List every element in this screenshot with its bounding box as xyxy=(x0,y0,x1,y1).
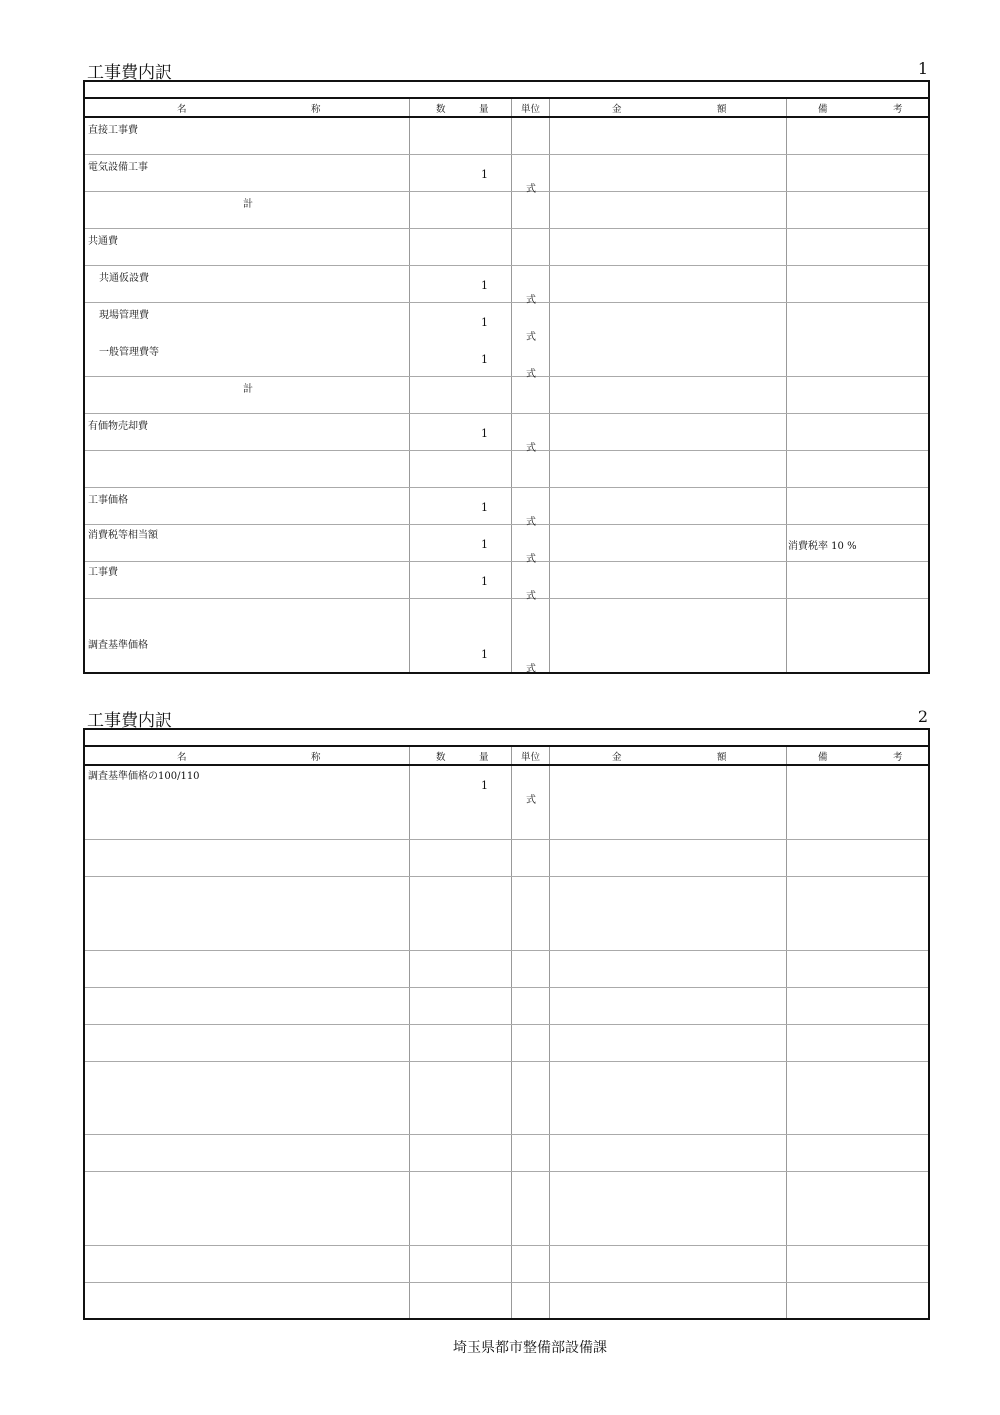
row-unit: 式 xyxy=(526,795,536,806)
table-row xyxy=(85,377,928,414)
header-name-a: 名 xyxy=(177,104,187,115)
row-unit: 式 xyxy=(526,554,536,565)
footer-organization: 埼玉県都市整備部設備課 xyxy=(453,1340,607,1356)
table-row xyxy=(85,155,928,195)
row-quantity: 1 xyxy=(481,427,488,440)
row-name: 調査基準価格の100/110 xyxy=(88,771,200,782)
row-name: 電気設備工事 xyxy=(88,162,148,173)
row-name: 工事価格 xyxy=(88,495,128,506)
header-amount-a: 金 xyxy=(612,104,622,115)
row-quantity: 1 xyxy=(481,779,488,792)
row-quantity: 1 xyxy=(481,316,488,329)
page-title: 工事費内訳 xyxy=(87,63,172,83)
row-name: 一般管理費等 xyxy=(99,347,159,358)
row-quantity: 1 xyxy=(481,168,488,181)
table-row xyxy=(85,988,928,1025)
row-unit: 式 xyxy=(526,443,536,454)
table-row xyxy=(85,414,928,454)
table-row xyxy=(85,1246,928,1283)
row-name: 共通費 xyxy=(88,236,118,247)
table-row xyxy=(85,1025,928,1062)
row-note: 消費税率 10 % xyxy=(788,541,857,552)
row-name: 有価物売却費 xyxy=(88,421,148,432)
table-body xyxy=(85,766,928,1318)
table-row xyxy=(85,192,928,229)
header-unit: 単位 xyxy=(521,752,541,763)
row-unit: 式 xyxy=(526,591,536,602)
table-row xyxy=(85,1283,928,1318)
header-qty-b: 量 xyxy=(479,752,489,763)
row-name: 消費税等相当額 xyxy=(88,530,158,541)
page-number: 2 xyxy=(917,707,928,726)
row-unit: 式 xyxy=(526,664,536,675)
table-row xyxy=(85,1062,928,1135)
row-name: 共通仮設費 xyxy=(99,273,149,284)
header-amount-b: 額 xyxy=(717,752,727,763)
table-row xyxy=(85,229,928,266)
table-row xyxy=(85,599,928,675)
table-row xyxy=(85,840,928,877)
row-quantity: 1 xyxy=(481,353,488,366)
table-body xyxy=(85,118,928,675)
row-unit: 式 xyxy=(526,295,536,306)
table-row xyxy=(85,1172,928,1246)
row-name: 直接工事費 xyxy=(88,125,138,136)
page-title: 工事費内訳 xyxy=(87,711,172,731)
row-name: 計 xyxy=(243,384,253,395)
table-row xyxy=(85,1135,928,1172)
cost-breakdown-table-1 xyxy=(83,80,930,674)
row-name: 調査基準価格 xyxy=(88,640,148,651)
row-quantity: 1 xyxy=(481,648,488,661)
header-name-b: 称 xyxy=(311,752,321,763)
header-note-a: 備 xyxy=(818,104,828,115)
table-row xyxy=(85,451,928,488)
row-name: 計 xyxy=(243,199,253,210)
row-quantity: 1 xyxy=(481,538,488,551)
table-row xyxy=(85,525,928,565)
table-header xyxy=(85,747,928,766)
table-top-strip xyxy=(85,82,928,99)
table-header xyxy=(85,99,928,118)
header-amount-a: 金 xyxy=(612,752,622,763)
row-name: 現場管理費 xyxy=(99,310,149,321)
table-row xyxy=(85,951,928,988)
table-row xyxy=(85,877,928,951)
row-quantity: 1 xyxy=(481,279,488,292)
table-row xyxy=(85,488,928,528)
row-unit: 式 xyxy=(526,517,536,528)
row-quantity: 1 xyxy=(481,575,488,588)
page-number: 1 xyxy=(917,59,928,78)
header-note-a: 備 xyxy=(818,752,828,763)
row-quantity: 1 xyxy=(481,501,488,514)
header-amount-b: 額 xyxy=(717,104,727,115)
table-row xyxy=(85,562,928,602)
row-unit: 式 xyxy=(526,332,536,343)
table-top-strip xyxy=(85,730,928,747)
header-unit: 単位 xyxy=(521,104,541,115)
header-name-a: 名 xyxy=(177,752,187,763)
row-unit: 式 xyxy=(526,369,536,380)
table-row xyxy=(85,266,928,306)
table-row xyxy=(85,303,928,380)
header-qty-b: 量 xyxy=(479,104,489,115)
header-qty-a: 数 xyxy=(436,104,446,115)
header-name-b: 称 xyxy=(311,104,321,115)
table-row xyxy=(85,766,928,840)
header-note-b: 考 xyxy=(893,752,903,763)
table-row xyxy=(85,118,928,155)
header-qty-a: 数 xyxy=(436,752,446,763)
header-note-b: 考 xyxy=(893,104,903,115)
cost-breakdown-table-2 xyxy=(83,728,930,1320)
row-name: 工事費 xyxy=(88,567,118,578)
row-unit: 式 xyxy=(526,184,536,195)
